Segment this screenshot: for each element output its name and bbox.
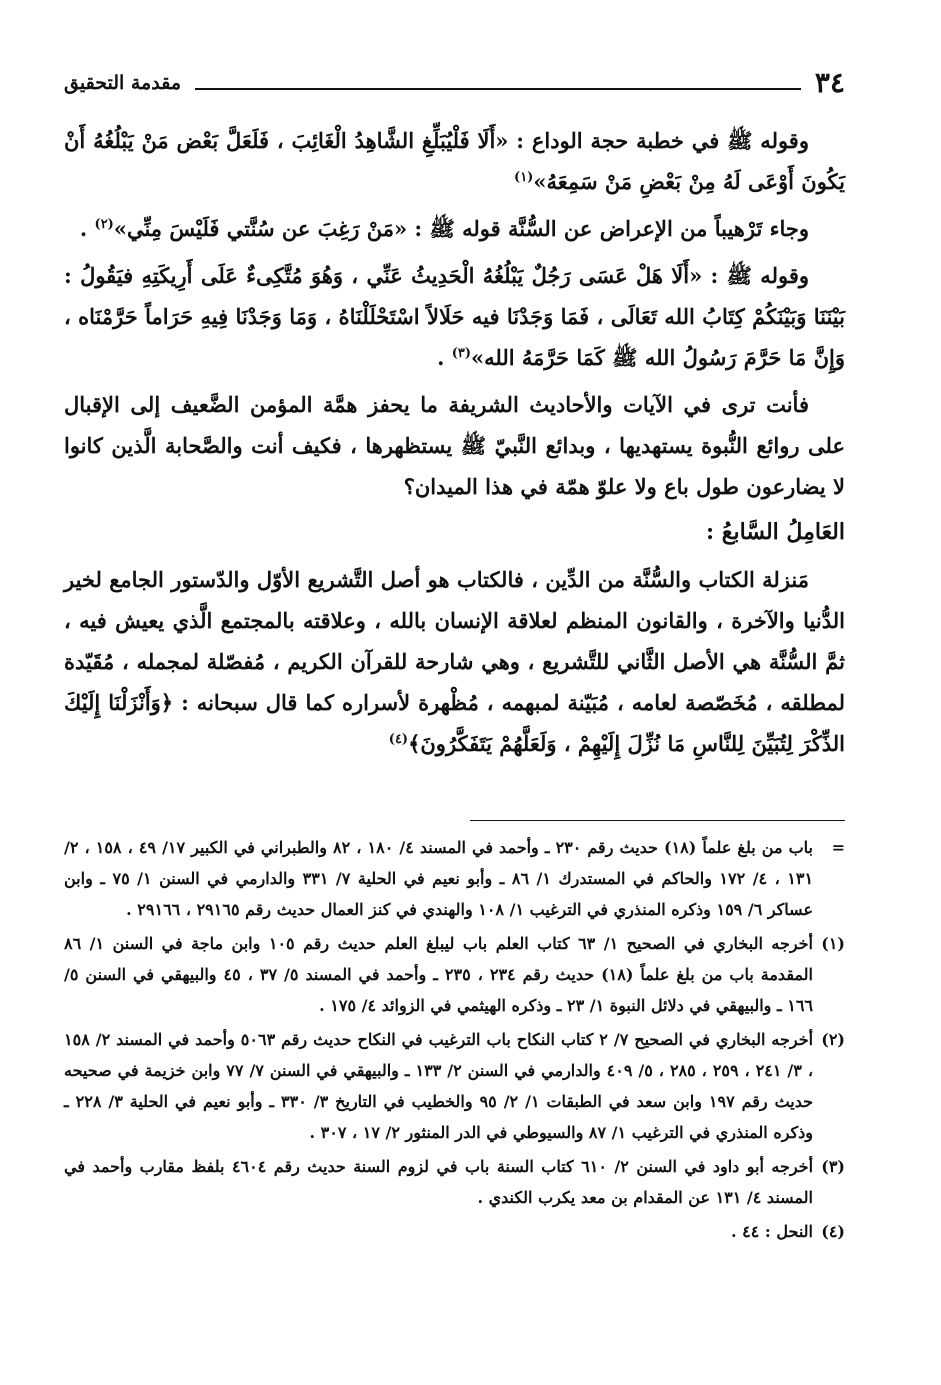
footnote-text: أخرجه البخاري في الصحيح ٧/ ٢ كتاب النكاح باب الترغيب في النكاح حديث رقم ٥٠٦٣ وأحمد في المسند ٢/ ١٥٨ ، ٣/ ٢٤١ ، ٢٥٩ ، ٢٨٥ ، ٥/ ٤٠٩ والدارمي في السنن ٢/ ١٣٣ ـ والبيهقي في السنن ٧/ ٧٧ وابن خزيمة في صحيحه حديث رقم ١٩٧ وابن سعد في الطبقات ١/ ٢/ ٩٥ والخطيب في التاريخ ٣/ ٣٣٠ ـ وأبو نعيم في الحلية ٣/ ٢٢٨ ـ وذكره المنذري في الترغيب ١/ ٨٧ والسيوطي في الدر المنثور ٢/ ١٧ ، ٣٠٧ . — [64, 1030, 814, 1142]
footnote-mark: (٣) — [821, 1157, 845, 1176]
page-number: ٣٤ — [814, 66, 845, 99]
paragraph-text: وجاء تَرْهيباً من الإعراض عن السُّنَّة قوله ﷺ : «مَنْ رَغِبَ عن سُنَّتي فَلَيْسَ مِنِّي» — [113, 216, 809, 241]
footnote-mark: (٤) — [821, 1222, 845, 1241]
paragraph-text: وقوله ﷺ في خطبة حجة الوداع : «أَلَا فَلْيُبَلِّغِ الشَّاهِدُ الْغَائِبَ ، فَلَعَلَّ بَعْض مَنْ يَبْلُغُهُ أَنْ يَكُونَ أَوْعَى لَهُ مِنْ بَعْضِ مَنْ سَمِعَهُ» — [64, 128, 845, 194]
footnote-text: النحل : ٤٤ . — [731, 1222, 813, 1241]
section-heading: العَامِلُ السَّابعُ : — [706, 519, 845, 545]
footnote-text: باب من بلغ علماً (١٨) حديث رقم ٢٣٠ ـ وأحمد في المسند ٤/ ١٨٠ ، ٨٢ والطبراني في الكبير ١٧/ ٤٩ ، ١٥٨ ، ٢/ ١٣١ ، ٤/ ١٧٢ والحاكم في المستدرك ١/ ٨٦ ـ وأبو نعيم في الحلية ٧/ ٣٣١ والدارمي في السنن ١/ ٧٥ ـ وابن عساكر ٦/ ١٥٩ وذكره المنذري في الترغيب ١/ ١٠٨ والهندي في كنز العمال حديث رقم ٢٩١٦٥ ، ٢٩١٦٦ . — [64, 838, 814, 919]
paragraph-text: مَنزلة الكتاب والسُّنَّة من الدِّين ، فالكتاب هو أصل التَّشريع الأوّل والدّستور الجامع لخير الدُّنيا والآخرة ، والقانون المنظم لعلاقة الإنسان بالله ، وعلاقته بالمجتمع الَّذي يعيش فيه ، ثمَّ السُّنَّة هي الأصل الثَّاني للتَّشريع ، وهي شارحة للقرآن الكريم ، مُفصّلة لمجمله ، مُقَيّدة لمطلقه ، مُخَصّصة لعامه ، مُبَيّنة لمبهمه ، مُظْهرة لأسراره كما قال سبحانه : ﴿وَأَنْزَلْنَا إِلَيْكَ الذِّكْرَ لِتُبَيِّنَ لِلنَّاسِ مَا نُزِّلَ إِلَيْهِمْ ، وَلَعَلَّهُمْ يَتَفَكَّرُونَ﴾ — [64, 567, 845, 756]
footnote-4 — [64, 1216, 845, 1247]
footnote-mark: (٢) — [821, 1030, 845, 1049]
footnote-text: أخرجه البخاري في الصحيح ١/ ٦٣ كتاب العلم باب ليبلغ العلم حديث رقم ١٠٥ وابن ماجة في السنن ١/ ٨٦ المقدمة باب من بلغ علماً (١٨) حديث رقم ٢٣٤ ، ٢٣٥ ـ وأحمد في المسند ٥/ ٣٧ ، ٤٥ والبيهقي في السنن ٥/ ١٦٦ ـ والبيهقي في دلائل النبوة ١/ ٢٣ ـ وذكره الهيثمي في الزوائد ٤/ ١٧٥ . — [64, 934, 814, 1015]
footnote-separator — [470, 820, 845, 821]
footnotes — [64, 832, 845, 1250]
footnote-ref-3: (٣) — [451, 346, 472, 361]
paragraph-factor-seven — [64, 559, 845, 764]
page-header — [64, 66, 845, 100]
footnote-ref-1: (١) — [514, 170, 534, 185]
paragraph-end: . — [437, 345, 445, 370]
footnote-ref-2: (٢) — [94, 217, 114, 232]
running-title: مقدمة التحقيق — [64, 72, 181, 94]
footnote-3 — [64, 1151, 845, 1213]
paragraph-hadith-arikah — [64, 255, 845, 378]
paragraph-hadith-farewell — [64, 120, 845, 202]
paragraph-commentary: فأنت ترى في الآيات والأحاديث الشريفة ما يحفز همَّة المؤمن الضَّعيف إلى الإقبال على روائع النُّبوة يستهديها ، وبدائع النَّبيّ ﷺ يستظهرها ، فكيف أنت والصَّحابة الَّذين كانوا لا يضارعون طول باع ولا علوّ همّة في هذا الميدان؟ — [64, 392, 845, 499]
main-text — [64, 120, 845, 770]
header-rule — [195, 88, 801, 90]
footnote-mark: (١) — [821, 934, 845, 953]
paragraph-end: . — [79, 216, 88, 241]
footnote-1 — [64, 928, 845, 1021]
paragraph-text: وقوله ﷺ : «أَلَا هَلْ عَسَى رَجُلٌ يَبْلُغُهُ الْحَدِيثُ عَنِّي ، وَهُوَ مُتَّكِىءٌ عَلَى أَرِيكَتِهِ فيَقُولُ : بَيْنَنَا وَبَيْنَكُمْ كِتَابُ الله تَعَالَى ، فَمَا وَجَدْنَا فيه حَلَالاً اسْتَحْلَلْنَاهُ ، وَمَا وَجَدْنَا فِيهِ حَرَاماً حَرَّمْنَاه ، وَإِنَّ مَا حَرَّمَ رَسُولُ الله ﷺ كَمَا حَرَّمَهُ الله» — [64, 263, 845, 370]
footnote-ref-4: (٤) — [388, 732, 409, 747]
footnote-continued — [64, 832, 845, 925]
footnote-text: أخرجه أبو داود في السنن ٢/ ٦١٠ كتاب السنة باب في لزوم السنة حديث رقم ٤٦٠٤ بلفظ مقارب وأحمد في المسند ٤/ ١٣١ عن المقدام بن معد يكرب الكندي . — [64, 1157, 814, 1207]
paragraph-hadith-sunnah — [64, 208, 845, 249]
footnote-mark: = — [831, 838, 845, 857]
footnote-2 — [64, 1024, 845, 1148]
